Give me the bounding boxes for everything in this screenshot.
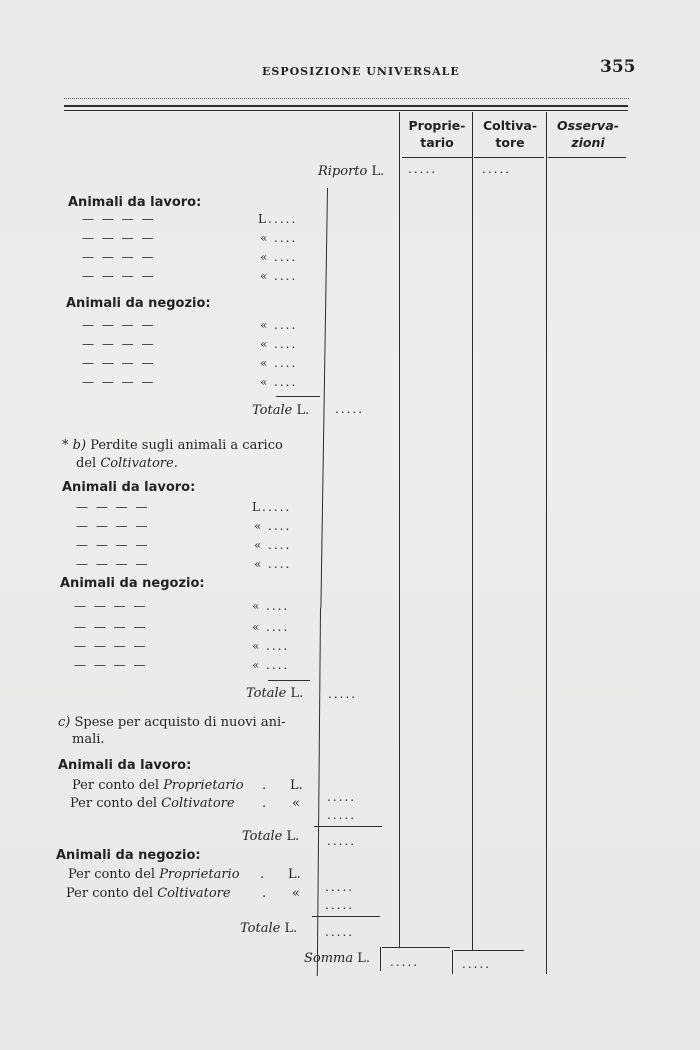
totale-label: Totale L. <box>252 403 310 418</box>
col-header-coltivatore: Coltiva- tore <box>482 118 538 150</box>
totale-dots: ..... <box>335 402 365 416</box>
column-rule <box>472 112 473 950</box>
per-conto-coltivatore: Per conto del Coltivatore . « <box>66 886 300 901</box>
per-conto-proprietario: Per conto del Proprietario . L. <box>72 778 303 793</box>
ledger-row: — — — — « .... <box>76 519 292 533</box>
riporto-label: Riporto L. <box>318 164 385 179</box>
ledger-row: — — — — « .... <box>82 231 298 245</box>
totale-label: Totale L. <box>240 921 298 936</box>
amount-dots: ..... <box>327 808 357 822</box>
heading-animali-negozio: Animali da negozio: <box>66 296 211 311</box>
ledger-row: — — — — « .... <box>74 639 290 653</box>
amount-dots: ..... <box>327 790 357 804</box>
per-conto-proprietario: Per conto del Proprietario . L. <box>68 867 301 882</box>
ledger-row: — — — — « .... <box>82 375 298 389</box>
col-header-proprietario: Proprie- tario <box>408 118 466 150</box>
header-dotted-rule <box>64 98 629 99</box>
section-b-title: * b) Perdite sugli animali a carico <box>62 438 283 453</box>
column-rule <box>399 112 400 948</box>
somma-dots-coltivatore: ..... <box>462 957 492 971</box>
somma-rule <box>454 950 524 951</box>
ledger-row: — — — — « .... <box>74 620 290 634</box>
ledger-row: — — — — « .... <box>82 318 298 332</box>
subtotal-column-rule <box>320 188 328 608</box>
totale-dots: ..... <box>325 925 355 939</box>
ledger-row: — — — — « .... <box>82 269 298 283</box>
col-header-osservazioni: Osserva- zioni <box>557 118 619 150</box>
somma-rule <box>380 947 381 971</box>
ledger-row: — — — — « .... <box>82 337 298 351</box>
heading-animali-lavoro: Animali da lavoro: <box>62 480 196 495</box>
ledger-row: — — — — « .... <box>74 658 290 672</box>
heading-animali-negozio: Animali da negozio: <box>56 848 201 863</box>
heading-animali-negozio: Animali da negozio: <box>60 576 205 591</box>
riporto-dots-proprietario: ..... <box>408 162 438 176</box>
per-conto-coltivatore: Per conto del Coltivatore . « <box>70 796 300 811</box>
section-b-title-line2: del Coltivatore. <box>76 456 178 471</box>
totale-dots: ..... <box>327 834 357 848</box>
column-rule <box>546 112 547 974</box>
col-header-underline <box>402 157 472 158</box>
heading-animali-lavoro: Animali da lavoro: <box>58 758 192 773</box>
ledger-row: — — — — L. .... <box>82 212 298 226</box>
somma-rule <box>452 950 453 974</box>
ledger-row: — — — — « .... <box>76 557 292 571</box>
section-c-title-line2: mali. <box>72 732 105 747</box>
subtotal-rule <box>276 396 320 397</box>
section-c-title: c) Spese per acquisto di nuovi ani- <box>58 715 286 730</box>
subtotal-rule <box>268 680 310 681</box>
ledger-row: — — — — « .... <box>74 599 290 613</box>
totale-dots: ..... <box>328 687 358 701</box>
somma-rule <box>382 947 450 948</box>
ledger-row: — — — — « .... <box>82 356 298 370</box>
ledger-row: — — — — « .... <box>82 250 298 264</box>
somma-label: Somma L. <box>304 951 371 966</box>
table-top-rule <box>64 105 628 107</box>
table-top-rule-thin <box>64 110 628 111</box>
heading-animali-lavoro: Animali da lavoro: <box>68 195 202 210</box>
col-header-underline <box>548 157 626 158</box>
subtotal-rule <box>314 826 382 827</box>
ledger-row: — — — — L. .... <box>76 500 292 514</box>
col-header-underline <box>474 157 544 158</box>
riporto-dots-coltivatore: ..... <box>482 162 512 176</box>
totale-label: Totale L. <box>242 829 300 844</box>
running-title: ESPOSIZIONE UNIVERSALE <box>262 65 460 78</box>
amount-dots: ..... <box>325 880 355 894</box>
subtotal-rule <box>312 916 380 917</box>
ledger-row: — — — — « .... <box>76 538 292 552</box>
page-number: 355 <box>600 57 636 77</box>
amount-dots: ..... <box>325 898 355 912</box>
totale-label: Totale L. <box>246 686 304 701</box>
subtotal-column-rule <box>317 608 321 976</box>
somma-dots-proprietario: ..... <box>390 955 420 969</box>
